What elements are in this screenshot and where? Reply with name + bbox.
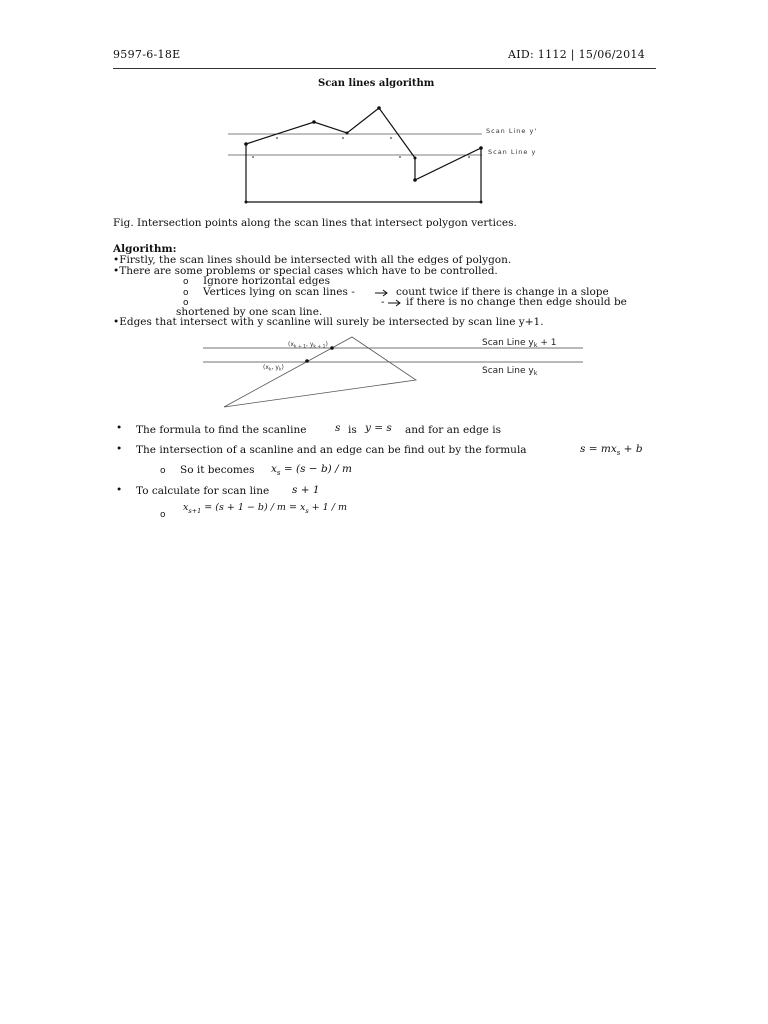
sub-marker-3: o — [183, 298, 189, 308]
formula-2-text: The intersection of a scanline and an edge can be find out by the formula — [136, 444, 527, 456]
formula-sub-marker-1: o — [160, 466, 166, 476]
edge-intersection-figure — [200, 332, 600, 412]
formula-1-tail: and for an edge is — [405, 424, 501, 436]
header-right: AID: 1112 | 15/06/2014 — [508, 48, 646, 61]
page-title: Scan lines algorithm — [318, 78, 435, 89]
sub-item-2-end: count twice if there is change in a slope — [396, 286, 609, 298]
formula-3-text: So it becomes — [180, 464, 255, 476]
formula-3-eq: $x_s = (s - b) / m$ — [271, 463, 352, 478]
scan-line-label-lower: Scan Line y — [488, 148, 537, 156]
formula-5-eq: $x_{s+1} = (s + 1 - b) / m = x_s + 1 / m$ — [183, 502, 347, 515]
arrow-right-icon — [388, 299, 404, 307]
algorithm-bullet-3: •Edges that intersect with y scanline will surely be intersected by scan line y+1. — [113, 316, 544, 328]
scan-line-label-k: Scan Line $y_k$ — [482, 366, 538, 377]
formula-2-eq: $s = mx_s + b$ — [580, 443, 643, 458]
formula-1-is: is — [348, 424, 357, 436]
scan-line-label-upper: Scan Line y' — [486, 127, 538, 135]
algorithm-heading: Algorithm: — [113, 243, 177, 255]
point-label-k1: ($x_{k + 1}$, $y_{k + 1}$) — [288, 341, 328, 350]
header-left: 9597-6-18E — [113, 48, 181, 61]
formula-1-text: The formula to find the scanline — [136, 424, 307, 436]
algorithm-bullet-2: •There are some problems or special cases which have to be controlled. — [113, 265, 498, 277]
sub-item-3-end: if there is no change then edge should be — [406, 296, 627, 308]
shortened-line: shortened by one scan line. — [176, 306, 323, 318]
formula-bullet-3: • — [116, 484, 123, 496]
sub-marker-2: o — [183, 288, 189, 298]
formula-1-s: s — [335, 422, 341, 434]
figure-caption: Fig. Intersection points along the scan lines that intersect polygon vertices. — [113, 217, 517, 229]
intersection-point-k1 — [330, 346, 334, 350]
formula-sub-marker-2: o — [160, 510, 166, 520]
intersection-point-k — [305, 359, 309, 363]
formula-bullet-2: • — [116, 443, 123, 455]
formula-bullet-1: • — [116, 422, 123, 434]
scan-line-label-k1: Scan Line $y_k + 1$ — [482, 338, 557, 349]
formula-4-text: To calculate for scan line — [136, 485, 270, 497]
header-rule — [113, 68, 656, 69]
formula-4-eq: s + 1 — [292, 484, 320, 496]
polygon-scanline-figure — [220, 100, 538, 210]
sub-item-1: Ignore horizontal edges — [203, 275, 331, 287]
sub-item-3-start: - — [381, 296, 385, 308]
point-label-k: ($x_k$, $y_k$) — [263, 364, 284, 373]
sub-item-2-start: Vertices lying on scan lines - — [203, 286, 355, 298]
sub-marker-1: o — [183, 277, 189, 287]
algorithm-bullet-1: •Firstly, the scan lines should be intersected with all the edges of polygon. — [113, 254, 512, 266]
formula-1-eq: y = s — [365, 422, 392, 434]
